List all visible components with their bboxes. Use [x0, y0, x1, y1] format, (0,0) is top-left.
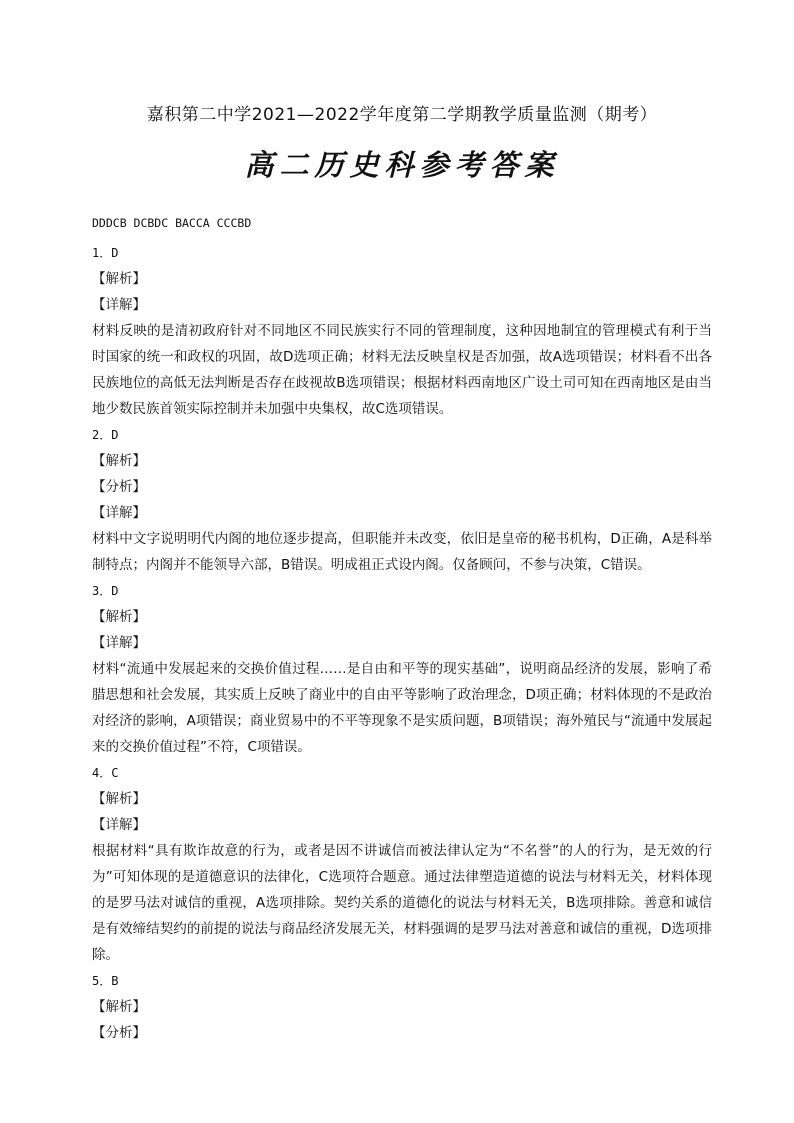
- school-exam-line: 嘉积第二中学2021—2022学年度第二学期教学质量监测（期考）: [146, 105, 658, 125]
- explanation-paragraph: 材料中文字说明明代内阁的地位逐步提高，但职能并未改变，依旧是皇帝的秘书机构，D正确，A是科举制特点；内阁并不能领导六部，B错误。明成祖正式设内阁。仅备顾问，不参与决策，C错误。: [92, 531, 712, 573]
- document-page: [92, 100, 712, 1046]
- question-number: 4．C: [92, 766, 119, 780]
- section-tag: 【详解】: [92, 505, 146, 521]
- explanation-paragraph: 材料反映的是清初政府针对不同地区不同民族实行不同的管理制度，这种因地制宜的管理模式有利于当时国家的统一和政权的巩固，故D选项正确；材料无法反映皇权是否加强，故A选项错误；材料看不出各民族地位的高低无法判断是否存在歧视故B选项错误；根据材料西南地区广设土司可知在西南地区是由当地少数民族首领实际控制并未加强中央集权，故C选项错误。: [92, 323, 712, 417]
- section-tag: 【详解】: [92, 297, 146, 313]
- section-tag: 【解析】: [92, 271, 146, 287]
- explanation-paragraph: 材料“流通中发展起来的交换价值过程……是自由和平等的现实基础”，说明商品经济的发展，影响了希腊思想和社会发展，其实质上反映了商业中的自由平等影响了政治理念，D项正确；材料体现的不是政治对经济的影响，A项错误；商业贸易中的不平等现象不是实质问题，B项错误；海外殖民与“流通中发展起来的交换价值过程”不符，C项错误。: [92, 661, 712, 755]
- section-tag: 【解析】: [92, 453, 146, 469]
- explanation-paragraph: 根据材料“具有欺诈故意的行为，或者是因不讲诚信而被法律认定为“不名誉”的人的行为，是无效的行为”可知体现的是道德意识的法律化，C选项符合题意。通过法律塑造道德的说法与材料无关，材料体现的是罗马法对诚信的重视，A选项排除。契约关系的道德化的说法与材料无关，B选项排除。善意和诚信是有效缔结契约的前提的说法与商品经济发展无关，材料强调的是罗马法对善意和诚信的重视，D选项排除。: [92, 843, 712, 963]
- question-list: [92, 240, 712, 1046]
- section-tag: 【详解】: [92, 635, 146, 651]
- section-tag: 【解析】: [92, 609, 146, 625]
- section-tag: 【详解】: [92, 817, 146, 833]
- question-number: 3．D: [92, 584, 119, 598]
- section-tag: 【解析】: [92, 791, 146, 807]
- section-tag: 【解析】: [92, 999, 146, 1015]
- section-tag: 【分析】: [92, 1025, 146, 1041]
- question-number: 5．B: [92, 974, 119, 988]
- question-number: 2．D: [92, 428, 119, 442]
- section-tag: 【分析】: [92, 479, 146, 495]
- question-number: 1．D: [92, 246, 119, 260]
- answer-key-line: DDDCB DCBDC BACCA CCCBD: [92, 216, 252, 230]
- page-title: 高二历史科参考答案: [244, 148, 560, 182]
